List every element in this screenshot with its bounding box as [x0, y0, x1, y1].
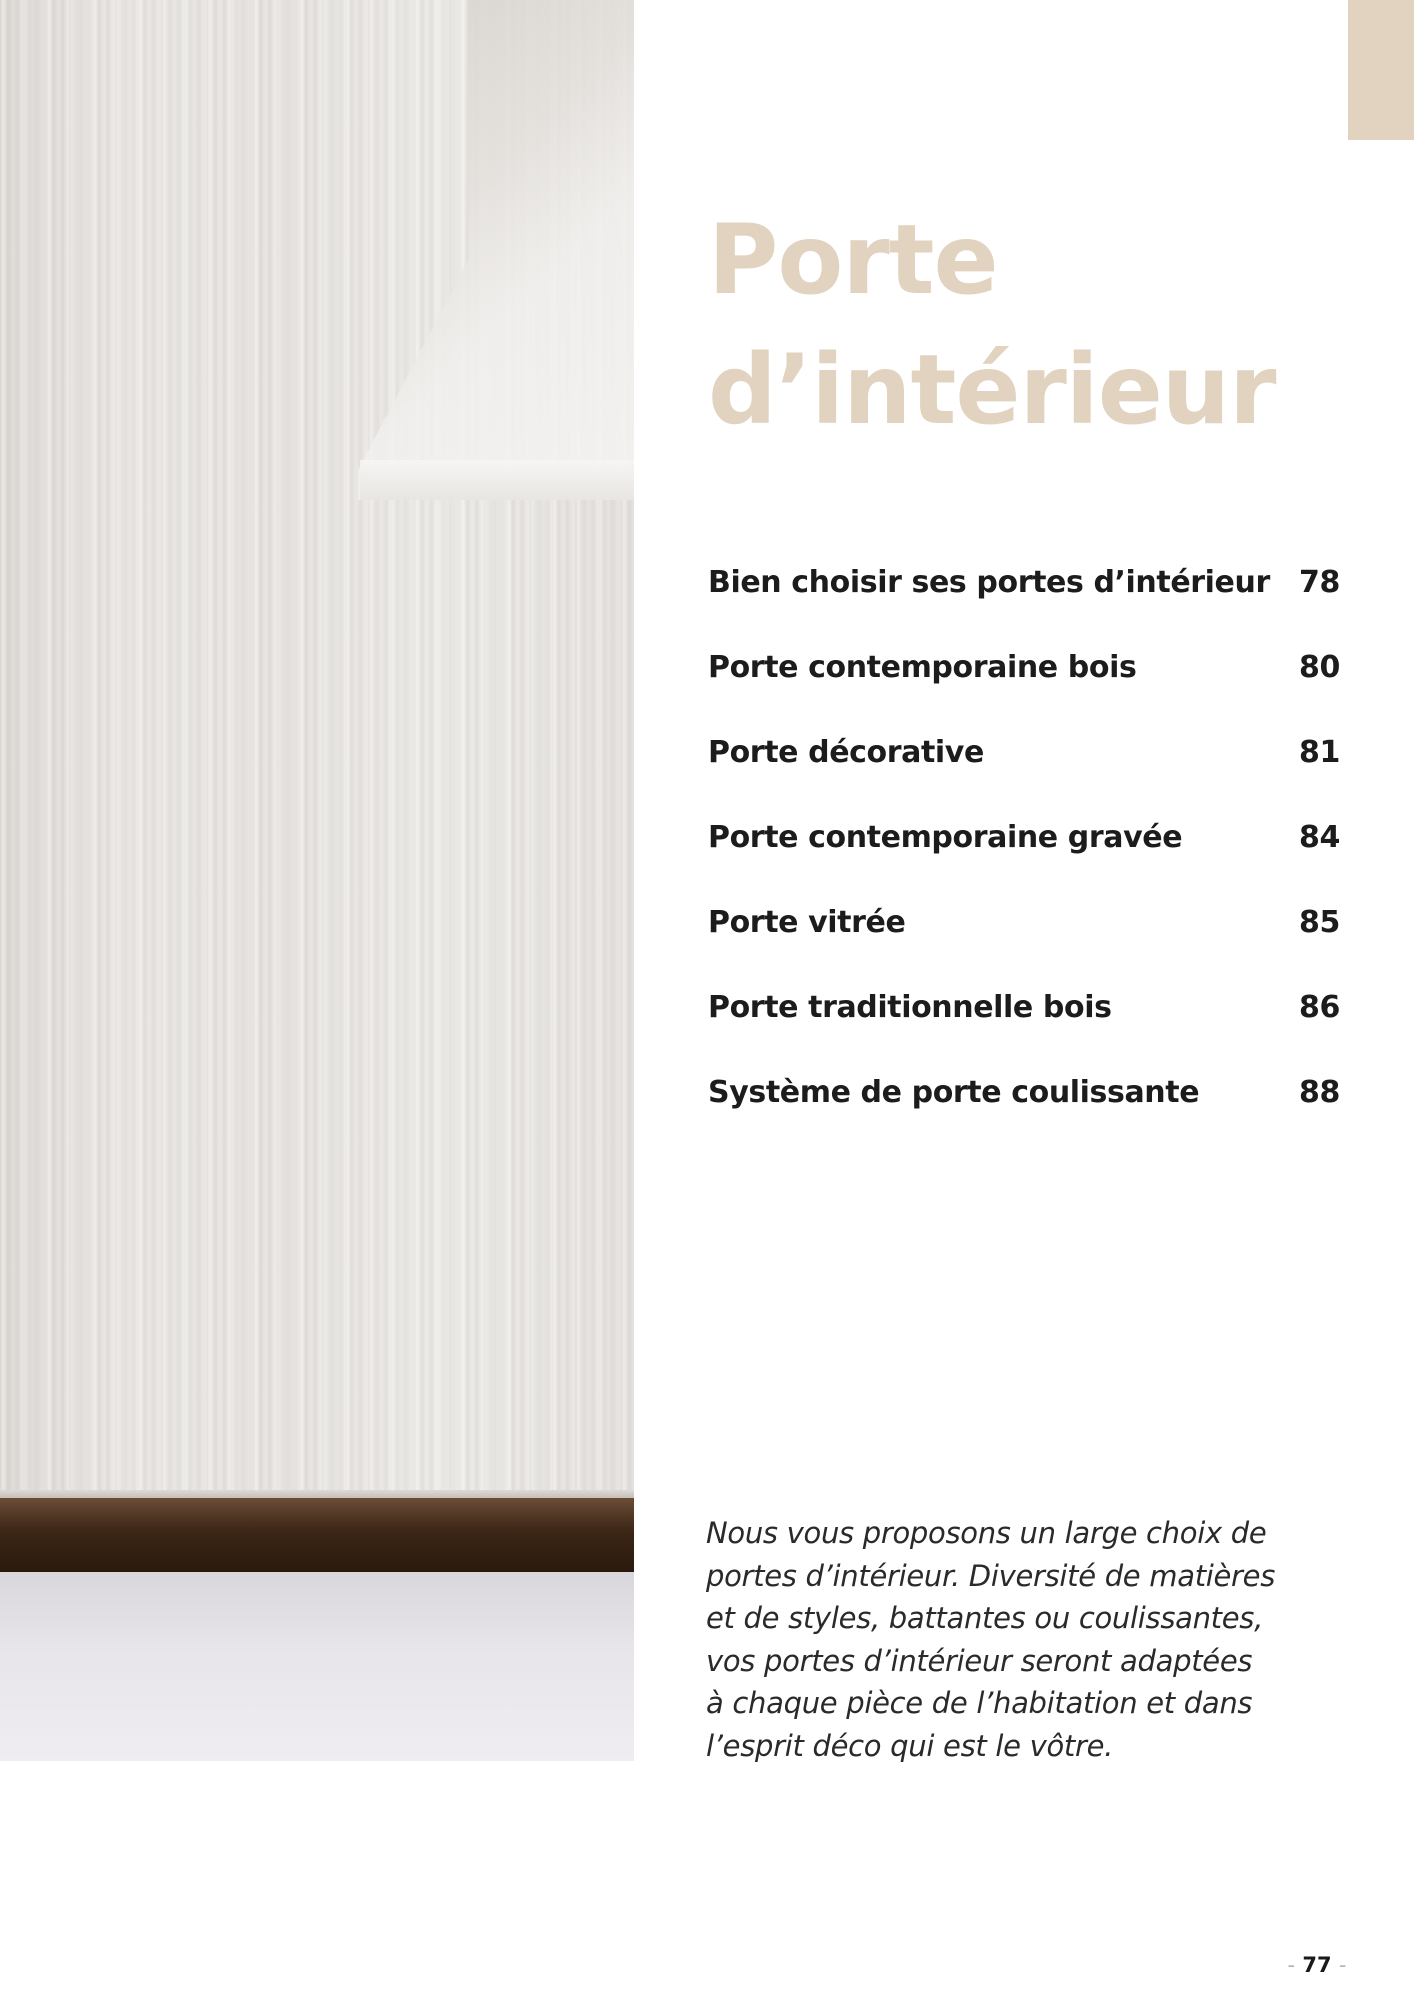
toc-entry-label: Système de porte coulissante	[708, 1075, 1200, 1110]
intro-line: vos portes d’intérieur seront adaptées	[706, 1643, 1253, 1678]
page-number-dash-right: -	[1338, 1953, 1347, 1977]
door-photo	[0, 0, 634, 1761]
toc-entry-label: Bien choisir ses portes d’intérieur	[708, 565, 1270, 600]
floor	[0, 1572, 634, 1761]
toc-entry-label: Porte contemporaine bois	[708, 650, 1137, 685]
toc-entry[interactable]	[708, 1075, 1340, 1160]
section-corner-tab	[1348, 0, 1414, 140]
toc-entry[interactable]	[708, 735, 1340, 820]
toc-entry-label: Porte traditionnelle bois	[708, 990, 1112, 1025]
toc-entry-label: Porte vitrée	[708, 905, 906, 940]
toc-entry-page: 88	[1299, 1075, 1340, 1110]
toc-entry[interactable]	[708, 650, 1340, 735]
intro-line: portes d’intérieur. Diversité de matières	[706, 1558, 1276, 1593]
page-number-dash-left: -	[1287, 1953, 1296, 1977]
table-of-contents	[708, 565, 1340, 1160]
toc-entry-label: Porte décorative	[708, 735, 984, 770]
intro-paragraph	[706, 1512, 1306, 1767]
page-title	[708, 195, 1348, 455]
toc-entry-page: 80	[1299, 650, 1340, 685]
toc-entry-page: 85	[1299, 905, 1340, 940]
toc-entry-page: 84	[1299, 820, 1340, 855]
intro-line: l’esprit déco qui est le vôtre.	[706, 1728, 1114, 1763]
toc-entry-label: Porte contemporaine gravée	[708, 820, 1183, 855]
page-number	[1284, 1953, 1350, 1977]
toc-entry[interactable]	[708, 905, 1340, 990]
toc-entry[interactable]	[708, 990, 1340, 1075]
page-title-line-1: Porte	[708, 204, 998, 316]
floor-gap	[0, 1498, 634, 1572]
page-number-value: 77	[1302, 1953, 1332, 1977]
intro-line: Nous vous proposons un large choix de	[706, 1516, 1267, 1550]
toc-entry[interactable]	[708, 565, 1340, 650]
toc-entry-page: 86	[1299, 990, 1340, 1025]
toc-entry[interactable]	[708, 820, 1340, 905]
intro-line: et de styles, battantes ou coulissantes,	[706, 1601, 1264, 1635]
intro-line: à chaque pièce de l’habitation et dans	[706, 1686, 1253, 1720]
page-title-line-2: d’intérieur	[708, 334, 1276, 446]
toc-entry-page: 78	[1299, 565, 1340, 600]
door-panel-edge	[360, 460, 634, 500]
toc-entry-page: 81	[1299, 735, 1340, 770]
